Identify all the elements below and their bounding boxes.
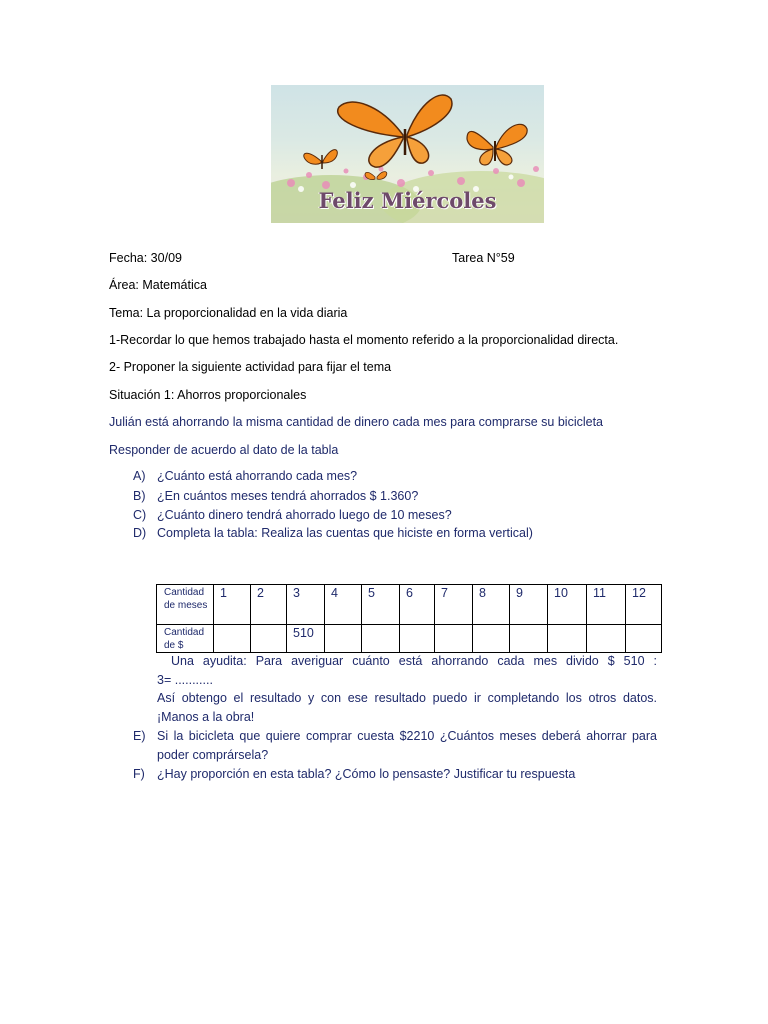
instruction-2: 2- Proponer la siguiente actividad para fijar el tema bbox=[109, 360, 392, 374]
banner-image bbox=[271, 85, 544, 223]
hint-line-3: Así obtengo el resultado y con ese resultado puedo ir completando los otros datos. bbox=[157, 691, 657, 705]
amount-cell[interactable] bbox=[435, 625, 473, 653]
month-cell: 9 bbox=[510, 585, 548, 625]
month-cell: 7 bbox=[435, 585, 473, 625]
month-cell: 11 bbox=[587, 585, 626, 625]
amount-cell: 510 bbox=[287, 625, 325, 653]
question-e-line-1: Si la bicicleta que quiere comprar cuesta $2210 ¿Cuántos meses deberá ahorrar para bbox=[157, 729, 657, 743]
month-cell: 8 bbox=[473, 585, 510, 625]
instruction-1: 1-Recordar lo que hemos trabajado hasta el momento referido a la proporcionalidad directa. bbox=[109, 333, 619, 347]
month-cell: 6 bbox=[400, 585, 435, 625]
situation-intro: Julián está ahorrando la misma cantidad de dinero cada mes para comprarse su bicicleta bbox=[109, 415, 604, 429]
question-e: E) bbox=[133, 729, 146, 743]
month-cell: 3 bbox=[287, 585, 325, 625]
month-cell: 2 bbox=[251, 585, 287, 625]
month-cell: 4 bbox=[325, 585, 362, 625]
butterfly-small-icon bbox=[304, 150, 338, 169]
task-number: Tarea N°59 bbox=[452, 251, 515, 265]
date-label: Fecha: 30/09 bbox=[109, 251, 182, 265]
amount-cell[interactable] bbox=[587, 625, 626, 653]
butterfly-large-icon bbox=[338, 95, 452, 167]
table-row-amounts bbox=[157, 625, 662, 653]
question-e-line-2: poder comprársela? bbox=[157, 748, 269, 762]
amount-cell[interactable] bbox=[510, 625, 548, 653]
months-header: Cantidad de meses bbox=[157, 585, 214, 625]
amount-cell[interactable] bbox=[626, 625, 662, 653]
amounts-header: Cantidad de $ bbox=[157, 625, 214, 653]
situation-title: Situación 1: Ahorros proporcionales bbox=[109, 388, 307, 402]
banner-text: Feliz Miércoles bbox=[318, 188, 497, 213]
hint-line-2: 3= ........... bbox=[157, 673, 213, 687]
amount-cell[interactable] bbox=[362, 625, 400, 653]
hint-line-4: ¡Manos a la obra! bbox=[157, 710, 255, 724]
amount-cell[interactable] bbox=[400, 625, 435, 653]
amount-cell[interactable] bbox=[325, 625, 362, 653]
month-cell: 10 bbox=[548, 585, 587, 625]
amount-cell[interactable] bbox=[214, 625, 251, 653]
proportion-table bbox=[156, 584, 662, 653]
topic-label: Tema: La proporcionalidad en la vida diaria bbox=[109, 306, 348, 320]
amount-cell[interactable] bbox=[251, 625, 287, 653]
amount-cell[interactable] bbox=[548, 625, 587, 653]
hint-line-1: Una ayudita: Para averiguar cuánto está ahorrando cada mes divido $ 510 : bbox=[171, 654, 657, 668]
question-b: B) ¿En cuántos meses tendrá ahorrados $ 1.360? bbox=[133, 489, 419, 503]
question-c: C) ¿Cuánto dinero tendrá ahorrado luego de 10 meses? bbox=[133, 508, 452, 522]
month-cell: 1 bbox=[214, 585, 251, 625]
question-f: F) ¿Hay proporción en esta tabla? ¿Cómo lo pensaste? Justificar tu respuesta bbox=[133, 767, 576, 781]
situation-instruction: Responder de acuerdo al dato de la tabla bbox=[109, 443, 339, 457]
month-cell: 5 bbox=[362, 585, 400, 625]
butterfly-right-icon bbox=[467, 124, 527, 165]
area-label: Área: Matemática bbox=[109, 278, 207, 292]
question-d: D) Completa la tabla: Realiza las cuentas que hiciste en forma vertical) bbox=[133, 526, 533, 540]
butterfly-tiny-icon bbox=[365, 172, 387, 180]
question-a: A) ¿Cuánto está ahorrando cada mes? bbox=[133, 469, 358, 483]
table-row-months bbox=[157, 585, 662, 625]
month-cell: 12 bbox=[626, 585, 662, 625]
amount-cell[interactable] bbox=[473, 625, 510, 653]
